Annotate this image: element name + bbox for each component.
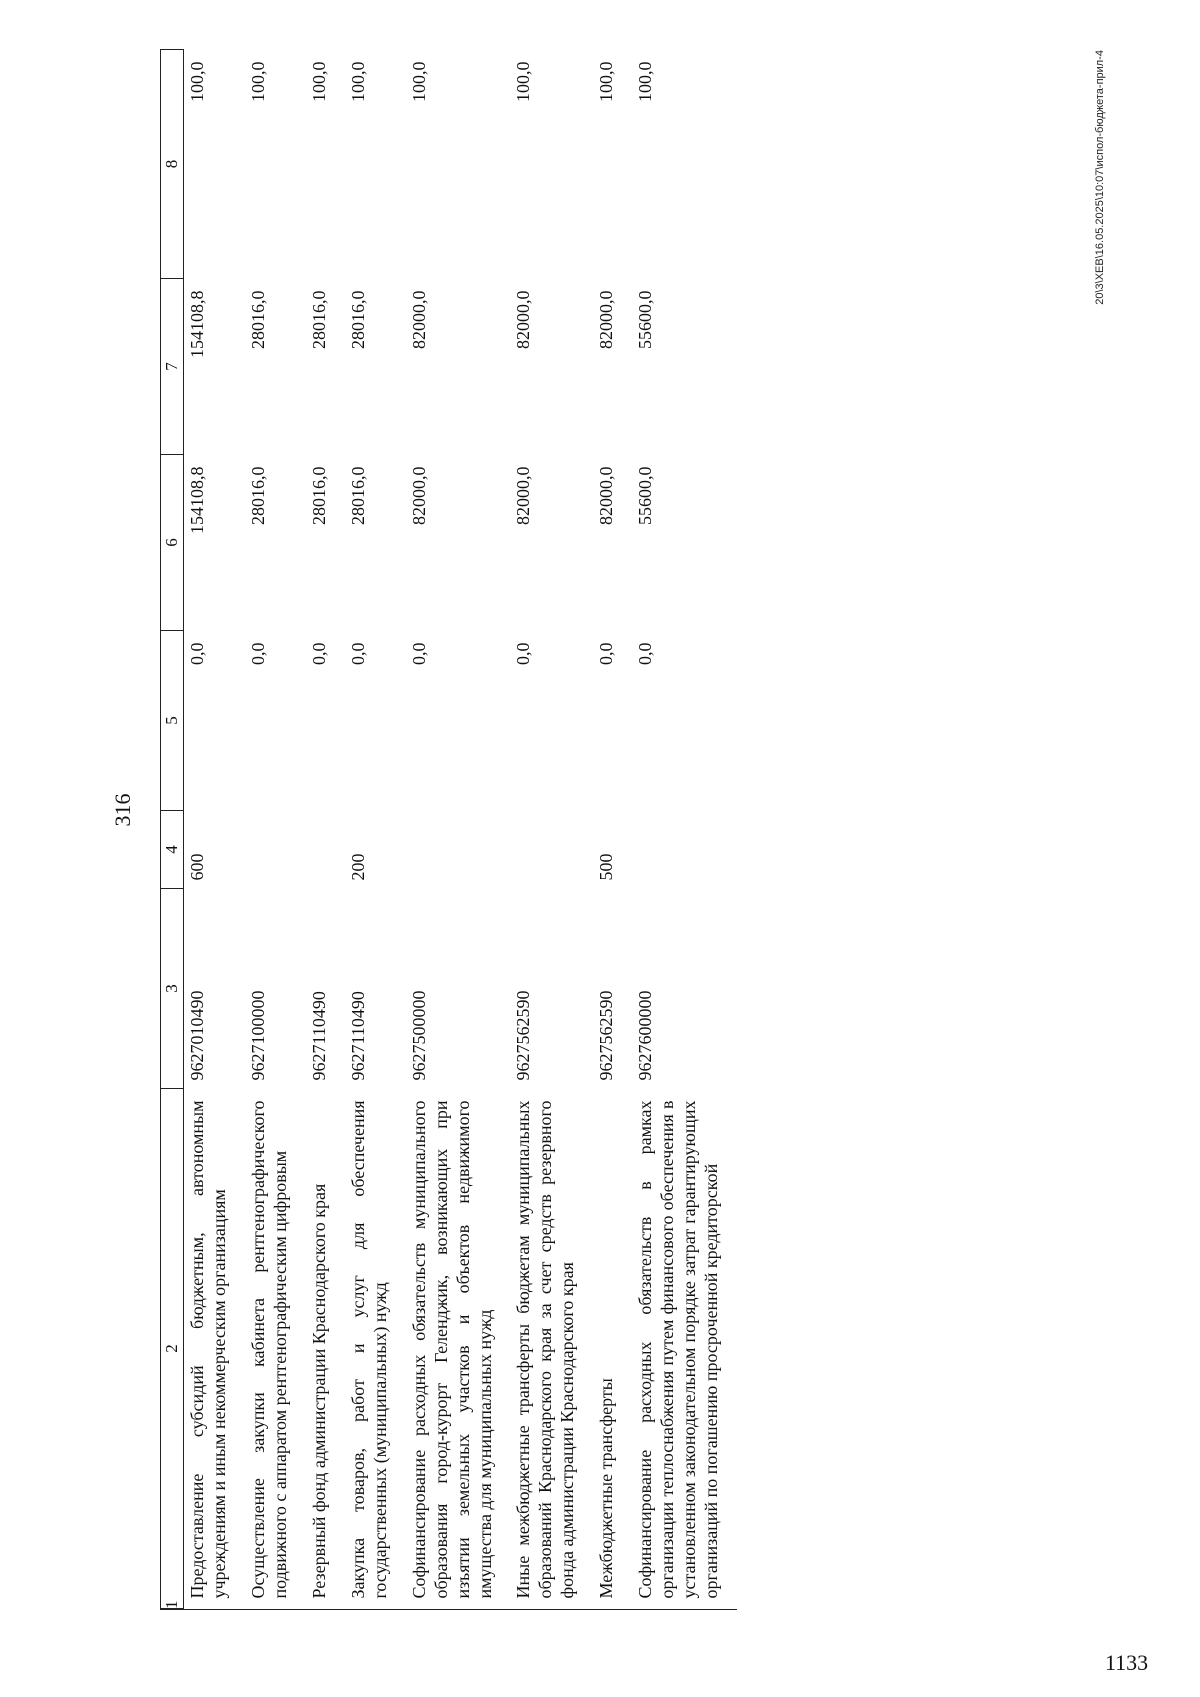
row-expense-type	[406, 811, 511, 889]
row-col5: 0,0	[596, 642, 617, 665]
column-header: 1	[161, 1609, 184, 1610]
row-code: 9627110490	[347, 991, 368, 1081]
row-code: 9627600000	[635, 990, 656, 1081]
row-col7: 28016,0	[347, 290, 368, 349]
row-col8: 100,0	[187, 61, 207, 102]
row-col6: 28016,0	[308, 466, 329, 525]
column-header: 2	[161, 1089, 184, 1609]
row-col8: 100,0	[513, 61, 534, 102]
row-col5: 0,0	[247, 642, 268, 665]
row-col7: 82000,0	[596, 290, 617, 349]
row-description: Межбюджетные трансферты	[596, 1378, 617, 1599]
row-code: 9627010490	[187, 990, 207, 1081]
row-number-cell	[245, 1609, 306, 1610]
row-expense-type: 500	[596, 853, 617, 881]
table-row	[306, 50, 345, 1610]
row-col6: 28016,0	[247, 466, 268, 525]
row-col5: 0,0	[408, 642, 429, 665]
page-number: 316	[110, 793, 135, 827]
row-description: Резервный фонд администрации Краснодарского края	[308, 1183, 329, 1599]
row-expense-type	[245, 811, 306, 889]
column-header: 7	[161, 279, 184, 455]
row-col6: 82000,0	[513, 466, 534, 525]
row-description: Софинансирование расходных обязательств в рамках организации теплоснабжения путем финансового обеспечения в установленном законодательном порядке затрат гарантирующих организаций по погашению просроченной кредиторской	[635, 1100, 722, 1599]
row-col7: 82000,0	[513, 290, 534, 349]
row-number-cell	[593, 1609, 632, 1610]
column-header: 3	[161, 889, 184, 1089]
row-code: 9627562590	[596, 990, 617, 1081]
row-col8: 100,0	[308, 61, 329, 102]
row-col5: 0,0	[347, 642, 368, 665]
row-col6: 28016,0	[347, 466, 368, 525]
column-header: 5	[161, 631, 184, 811]
row-code: 9627562590	[513, 990, 534, 1081]
row-col6: 154108,8	[187, 466, 207, 534]
row-number-cell	[345, 1609, 406, 1610]
document-footer-code: 20\3\XEB\16.05.2025\10:07\испол-бюджета-прил-4	[1094, 50, 1106, 305]
row-expense-type: 200	[347, 853, 368, 881]
row-col8: 100,0	[596, 61, 617, 102]
row-description: Предоставление субсидий бюджетным, автономным учреждениям и иным некоммерческим организациям	[187, 1100, 229, 1599]
row-description: Осуществление закупки кабинета рентгенографического подвижного с аппаратом рентгенографическим цифровым	[247, 1100, 290, 1599]
row-expense-type	[306, 811, 345, 889]
row-expense-type	[632, 811, 737, 889]
row-col8: 100,0	[635, 61, 656, 102]
row-number-cell	[184, 1609, 245, 1610]
row-col5: 0,0	[187, 642, 207, 665]
row-col7: 55600,0	[635, 290, 656, 349]
table-row	[406, 50, 511, 1610]
rotated-page	[100, 40, 1110, 1630]
row-col5: 0,0	[635, 642, 656, 665]
sheet-number: 1133	[1105, 1650, 1149, 1675]
row-number-cell	[406, 1609, 511, 1610]
row-expense-type	[510, 811, 593, 889]
row-col5: 0,0	[308, 642, 329, 665]
row-code: 9627110490	[308, 991, 329, 1081]
table-row	[184, 50, 245, 1610]
table-row	[593, 50, 632, 1610]
row-col8: 100,0	[408, 61, 429, 102]
column-header: 4	[161, 811, 184, 889]
column-number-row	[161, 50, 184, 1610]
row-col6: 82000,0	[408, 466, 429, 525]
column-header: 6	[161, 455, 184, 631]
row-col6: 55600,0	[635, 466, 656, 525]
budget-table	[160, 49, 737, 1610]
row-number-cell	[510, 1609, 593, 1610]
row-description: Закупка товаров, работ и услуг для обеспечения государственных (муниципальных) нужд	[347, 1100, 390, 1599]
column-header: 8	[161, 50, 184, 279]
row-col7: 28016,0	[247, 290, 268, 349]
row-col5: 0,0	[513, 642, 534, 665]
row-description: Иные межбюджетные трансферты бюджетам муниципальных образований Краснодарского края за счет средств резервного фонда администрации Краснодарского края	[513, 1100, 578, 1599]
row-col8: 100,0	[347, 61, 368, 102]
row-number-cell	[306, 1609, 345, 1610]
row-number-cell	[632, 1609, 737, 1610]
row-description: Софинансирование расходных обязательств муниципального образования город-курорт Геленджик, возникающих при изъятии земельных участков и объектов недвижимого имущества для муниципальных нужд	[408, 1100, 495, 1599]
row-col7: 82000,0	[408, 290, 429, 349]
row-col7: 154108,8	[187, 290, 207, 358]
table-row	[345, 50, 406, 1610]
row-col7: 28016,0	[308, 290, 329, 349]
row-expense-type: 600	[187, 853, 207, 881]
table-row	[510, 50, 593, 1610]
row-col6: 82000,0	[596, 466, 617, 525]
row-col8: 100,0	[247, 61, 268, 102]
table-row	[632, 50, 737, 1610]
table-row	[245, 50, 306, 1610]
row-code: 9627100000	[247, 990, 268, 1081]
row-code: 9627500000	[408, 990, 429, 1081]
